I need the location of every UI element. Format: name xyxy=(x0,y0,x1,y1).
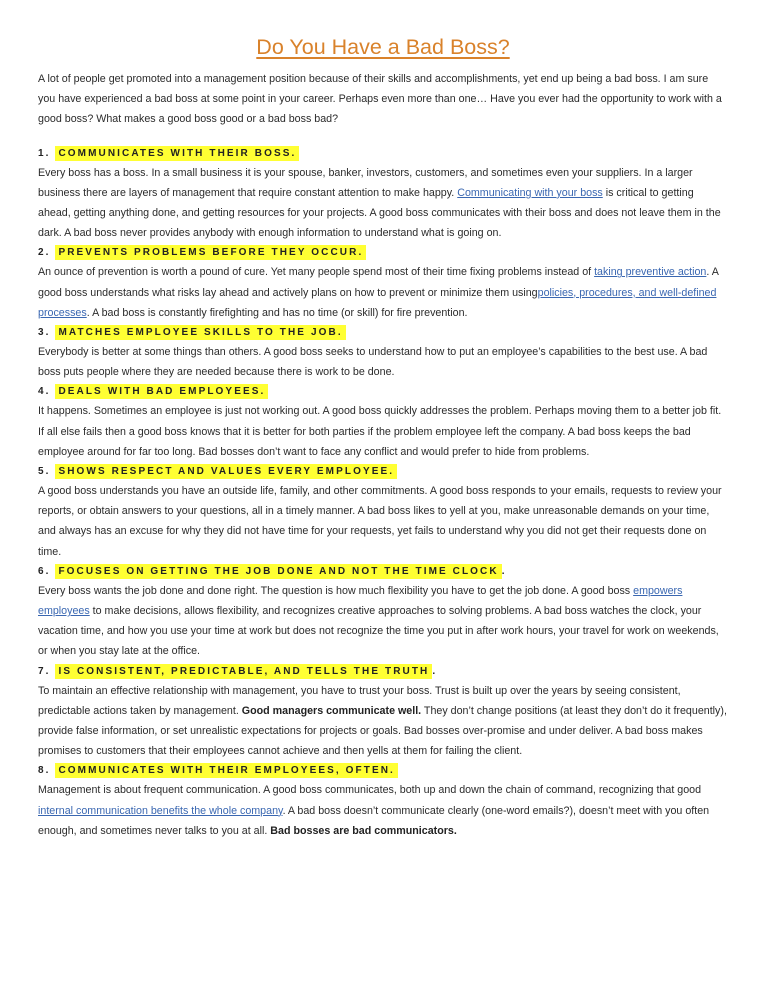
bold-emphasis: Good managers communicate well. xyxy=(241,704,422,717)
section-heading: 6. FOCUSES ON GETTING THE JOB DONE AND NOT THE TIME CLOCK . xyxy=(38,565,507,577)
taking-preventive-action-link[interactable]: taking preventive action xyxy=(594,266,707,279)
highlighted-heading: IS CONSISTENT, PREDICTABLE, AND TELLS THE TRUTH xyxy=(55,664,432,679)
section-number: 5. xyxy=(38,466,51,478)
section-heading xyxy=(38,462,728,481)
section-body: An ounce of prevention is worth a pound of cure. Yet many people spend most of their time fixing problems instead of taking preventive action. A good boss understands what risks lay ahead and actively plans on how to prevent or minimize them usingpolicies, procedures, and well-defined processes. A bad boss is constantly firefighting and has no time (or skill) for fire prevention. xyxy=(38,266,719,319)
highlighted-heading: MATCHES EMPLOYEE SKILLS TO THE JOB. xyxy=(55,325,345,340)
section-number: 2. xyxy=(38,247,51,259)
section-body: It happens. Sometimes an employee is just not working out. A good boss quickly addresses the problem. Perhaps moving them to a better job fit. If all else fails then a good boss knows that it is better for both parties if the problem employee left the company. A bad boss keeps the bad employee around for far too long. Bad bosses don’t want to face any conflict and would prefer to hide from problems. xyxy=(38,405,722,458)
section-heading xyxy=(38,323,728,342)
section-body: Everybody is better at some things than others. A good boss seeks to understand how to put an employee’s capabilities to the best use. A bad boss puts people where they are needed because there is work to be done. xyxy=(38,346,708,379)
bold-emphasis: Bad bosses are bad communicators. xyxy=(270,824,457,837)
section-heading xyxy=(38,382,728,401)
highlighted-heading: FOCUSES ON GETTING THE JOB DONE AND NOT THE TIME CLOCK xyxy=(55,564,501,579)
section-number: 3. xyxy=(38,327,51,339)
policies-procedures-link[interactable]: policies, procedures, and well-defined processes xyxy=(38,286,717,319)
section-heading xyxy=(38,761,728,780)
section-heading: 7. IS CONSISTENT, PREDICTABLE, AND TELLS THE TRUTH . xyxy=(38,665,438,677)
section-body: Every boss wants the job done and done right. The question is how much flexibility you have to get the job done. A good boss empowers employees to make decisions, allows flexibility, and recognizes creative approaches to solving problems. A bad boss watches the clock, your vacation time, and how you use your time at work but does not recognize the time you put in after work hours, your travel for work on weekends, or when you stay late at the office. xyxy=(38,584,719,658)
section-body: A good boss understands you have an outside life, family, and other commitments. A good boss responds to your emails, requests to review your reports, or obtain answers to your questions, all in a timely manner. A bad boss likes to yell at you, make unreasonable demands on your time, and always has an excuse for why they did not have time for your requests, yet fails to understand why you did not get their requests done on time. xyxy=(38,485,722,558)
section-number: 1. xyxy=(38,147,51,159)
highlighted-heading: SHOWS RESPECT AND VALUES EVERY EMPLOYEE. xyxy=(55,464,397,479)
section-number: 7. xyxy=(38,665,51,677)
page-title: Do You Have a Bad Boss? xyxy=(256,35,510,59)
intro-paragraph: A lot of people get promoted into a management position because of their skills and accomplishments, yet end up being a bad boss. I am sure you have experienced a bad boss at some point in your career. Perhaps even more than one… Have you ever had the opportunity to work with a good boss? What makes a good boss good or a bad boss bad? xyxy=(38,73,722,126)
highlighted-heading: PREVENTS PROBLEMS BEFORE THEY OCCUR. xyxy=(55,245,366,260)
section-number: 6. xyxy=(38,565,51,577)
section-number: 8. xyxy=(38,765,51,777)
empowers-employees-link[interactable]: empowers employees xyxy=(38,584,683,618)
communicating-with-your-boss-link[interactable]: Communicating with your boss xyxy=(457,186,603,199)
section-heading xyxy=(38,243,728,262)
highlighted-heading: COMMUNICATES WITH THEIR EMPLOYEES, OFTEN. xyxy=(55,763,397,778)
section-body: Every boss has a boss. In a small business it is your spouse, banker, investors, customers, and sometimes even your suppliers. In a larger business there are layers of management that require constant attention to make happy. Communicating with your boss is critical to getting ahead, getting anything done, and getting resources for your projects. A good boss communicates with their boss and does not leave them in the dark. A bad boss never provides anybody with enough information to understand what is going on. xyxy=(38,166,721,240)
highlighted-heading: DEALS WITH BAD EMPLOYEES. xyxy=(55,384,268,399)
highlighted-heading: COMMUNICATES WITH THEIR BOSS. xyxy=(55,146,299,161)
section-number: 4. xyxy=(38,386,51,398)
section-body: Management is about frequent communication. A good boss communicates, both up and down the chain of command, recognizing that good internal communication benefits the whole company. A bad boss doesn’t communicate clearly (one-word emails?), doesn’t meet with you often enough, and sometimes never talks to you at all. Bad bosses are bad communicators. xyxy=(38,784,710,837)
internal-communication-link[interactable]: internal communication benefits the whole company xyxy=(38,804,283,817)
section-heading xyxy=(38,144,728,163)
section-body: To maintain an effective relationship with management, you have to trust your boss. Trust is built up over the years by seeing consistent, predictable actions taken by management. Good managers communicate well. They don’t change positions (at least they don’t do it frequently), provide false information, or set unrealistic expectations for projects or goals. Bad bosses over-promise and under deliver. A bad boss makes promises to customers that their employees cannot achieve and then yells at them for failing the client. xyxy=(38,684,727,758)
